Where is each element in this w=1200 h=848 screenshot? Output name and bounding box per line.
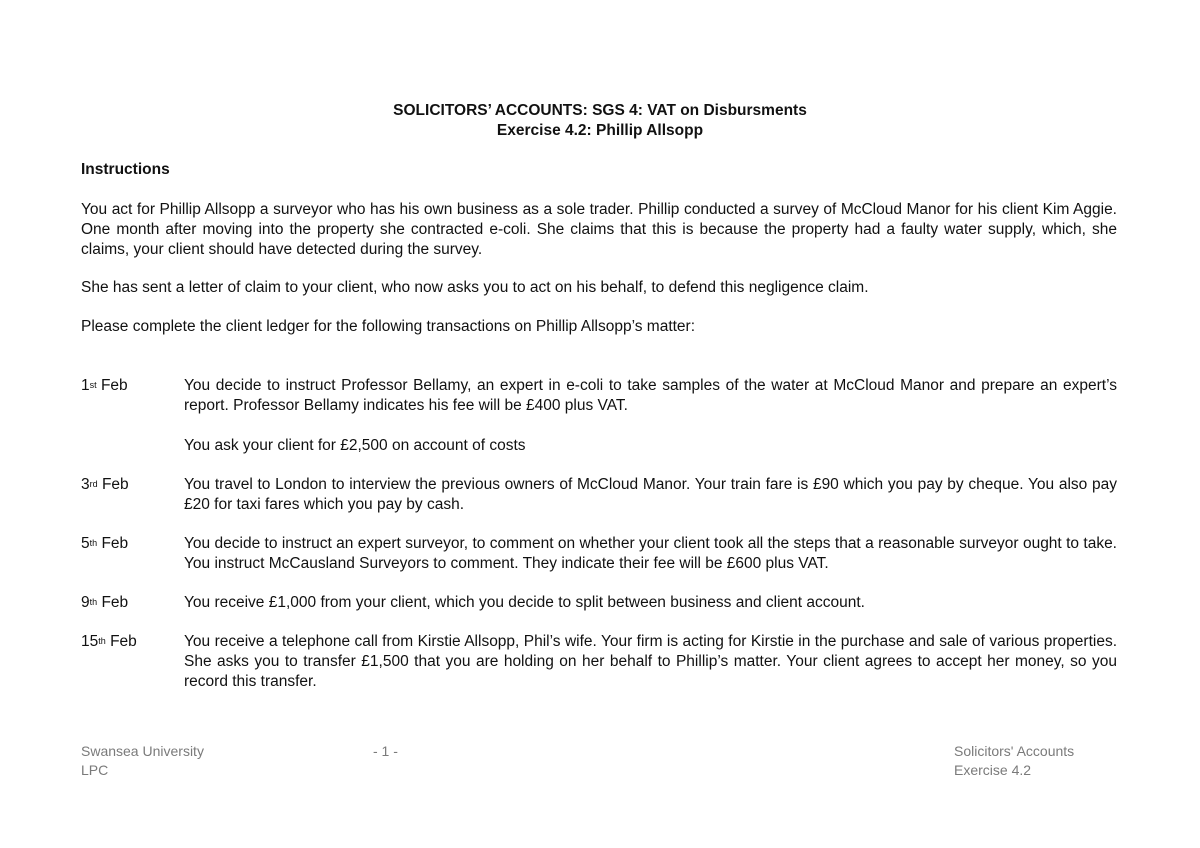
footer-exercise: Exercise 4.2 (954, 762, 1032, 778)
transaction-date: 9th Feb (81, 594, 129, 611)
title-line-1: SOLICITORS’ ACCOUNTS: SGS 4: VAT on Disbursments (393, 102, 807, 119)
footer-page-number: - 1 - (373, 743, 398, 759)
transaction-text: You receive a telephone call from Kirstie Allsopp, Phil’s wife. Your firm is acting for Kirstie in the purchase and sale of various properties. She asks you to transfer £1,500 that you are holding on her behalf to Phillip’s matter. Your client agrees to accept her money, so you record this transfer. (184, 633, 1117, 690)
claim-paragraph: She has sent a letter of claim to your client, who now asks you to act on his behalf, to defend this negligence claim. (81, 279, 869, 296)
transaction-text: You decide to instruct Professor Bellamy, an expert in e-coli to take samples of the water at McCloud Manor and prepare an expert’s report. Professor Bellamy indicates his fee will be £400 plus VAT. You ask your client for £2,500 on account of costs (184, 377, 1117, 454)
document-title (0, 101, 1200, 141)
footer-subject: Solicitors' Accounts (954, 743, 1075, 759)
transaction-extra-text: You ask your client for £2,500 on account of costs (184, 437, 526, 454)
title-line-2: Exercise 4.2: Phillip Allsopp (496, 122, 704, 139)
transaction-date: 15th Feb (81, 633, 137, 650)
footer-course: LPC (81, 762, 109, 778)
task-paragraph: Please complete the client ledger for the following transactions on Phillip Allsopp’s matter: (81, 318, 696, 335)
footer-institution (81, 742, 204, 780)
footer-document-ref (954, 742, 1074, 780)
transaction-text: You decide to instruct an expert surveyor, to comment on whether your client took all the steps that a reasonable surveyor ought to take. You instruct McCausland Surveyors to comment. They indicate their fee will be £600 plus VAT. (184, 535, 1117, 572)
intro-paragraph: You act for Phillip Allsopp a surveyor who has his own business as a sole trader. Phillip conducted a survey of McCloud Manor for his client Kim Aggie. One month after moving into the property she contracted e-coli. She claims that this is because the property had a faulty water supply, which, she claims, your client should have detected during the survey. (81, 201, 1117, 258)
transaction-date: 1st Feb (81, 377, 128, 394)
transaction-text: You travel to London to interview the previous owners of McCloud Manor. Your train fare is £90 which you pay by cheque. You also pay £20 for taxi fares which you pay by cash. (184, 476, 1117, 513)
instructions-heading: Instructions (81, 161, 170, 178)
transaction-text: You receive £1,000 from your client, which you decide to split between business and client account. (184, 594, 865, 611)
transaction-date: 3rd Feb (81, 476, 129, 493)
transaction-date: 5th Feb (81, 535, 129, 552)
footer-university: Swansea University (81, 743, 204, 759)
